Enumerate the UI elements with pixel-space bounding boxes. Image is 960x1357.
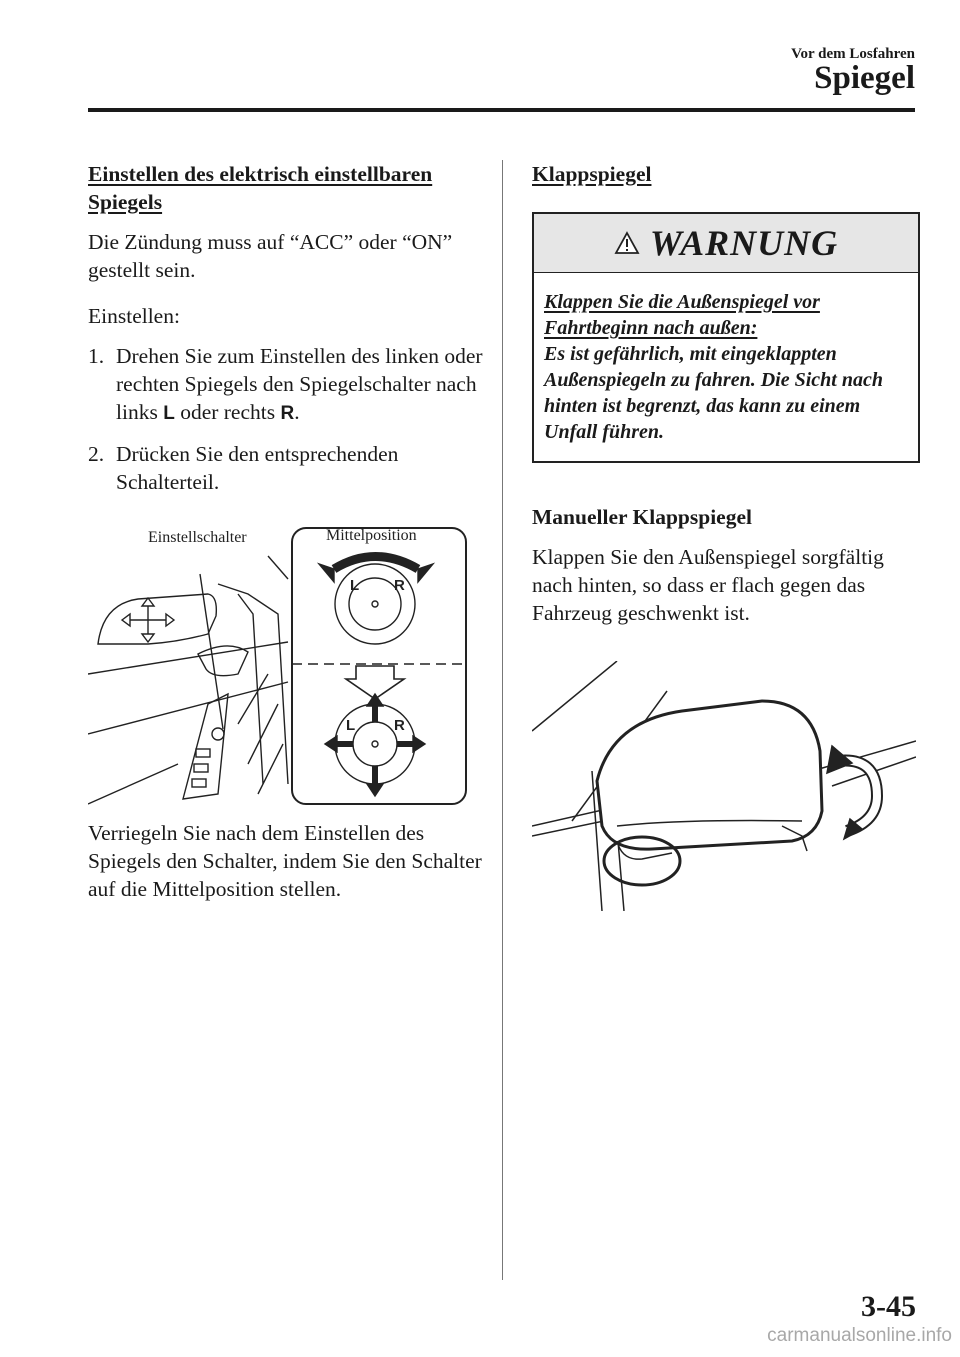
- step-text: Drehen Sie zum Einstellen des linken oder rechten Spiegels den Spiegelschalter nach links L oder rechts R.: [116, 344, 483, 424]
- warning-body: [534, 273, 918, 461]
- svg-text:R: R: [394, 577, 405, 594]
- section-heading-adjust: Einstellen des elektrisch einstellbaren Spiegels: [88, 162, 433, 214]
- warning-header: [534, 214, 918, 273]
- step-number: 1.: [88, 344, 105, 368]
- folding-mirror-drawing: [532, 661, 916, 911]
- figure-label-center-position: Mittelposition: [326, 527, 417, 544]
- column-divider: [502, 160, 503, 1280]
- warning-triangle-icon: [614, 231, 640, 255]
- svg-text:R: R: [394, 717, 405, 734]
- manual-folding-heading: Manueller Klappspiegel: [532, 505, 752, 529]
- right-glyph: R: [280, 403, 295, 424]
- adjust-label: Einstellen:: [88, 304, 180, 328]
- folding-mirror-illustration: [532, 661, 916, 911]
- warning-text: Es ist gefährlich, mit eingeklappten Außenspiegeln zu fahren. Die Sicht nach hinten ist begrenzt, das kann zu einem Unfall führen.: [544, 343, 883, 443]
- header-rule: [88, 108, 915, 112]
- lock-note: Verriegeln Sie nach dem Einstellen des Spiegels den Schalter, indem Sie den Schalter auf die Mittelposition stellen.: [88, 821, 482, 901]
- left-glyph: L: [163, 403, 175, 424]
- left-column: [88, 160, 483, 903]
- svg-text:L: L: [346, 717, 356, 734]
- warning-title: Klappen Sie die Außenspiegel vor Fahrtbeginn nach außen:: [544, 291, 820, 339]
- manual-folding-text: Klappen Sie den Außenspiegel sorgfältig nach hinten, so dass er flach gegen das Fahrzeug geschwenkt ist.: [532, 545, 884, 625]
- section-title: Vor dem Losfahren: [791, 46, 915, 62]
- step-text: Drücken Sie den entsprechenden Schalterteil.: [116, 442, 399, 494]
- step-1: [88, 342, 483, 428]
- warning-box: [532, 212, 920, 463]
- step-2: [88, 440, 483, 496]
- section-heading-folding: Klappspiegel: [532, 162, 652, 186]
- figure-label-adjust-switch: Einstellschalter: [148, 529, 247, 546]
- svg-text:L: L: [350, 577, 360, 594]
- page-title: Spiegel: [814, 60, 915, 96]
- mirror-switch-illustration: [88, 524, 468, 807]
- page-number: 3-45: [861, 1290, 916, 1323]
- right-column: [532, 160, 920, 911]
- step-number: 2.: [88, 442, 105, 466]
- warning-label: WARNUNG: [649, 223, 839, 263]
- watermark: carmanualsonline.info: [767, 1325, 952, 1346]
- mirror-switch-drawing: [88, 524, 468, 807]
- ignition-note: Die Zündung muss auf “ACC” oder “ON” gestellt sein.: [88, 230, 453, 282]
